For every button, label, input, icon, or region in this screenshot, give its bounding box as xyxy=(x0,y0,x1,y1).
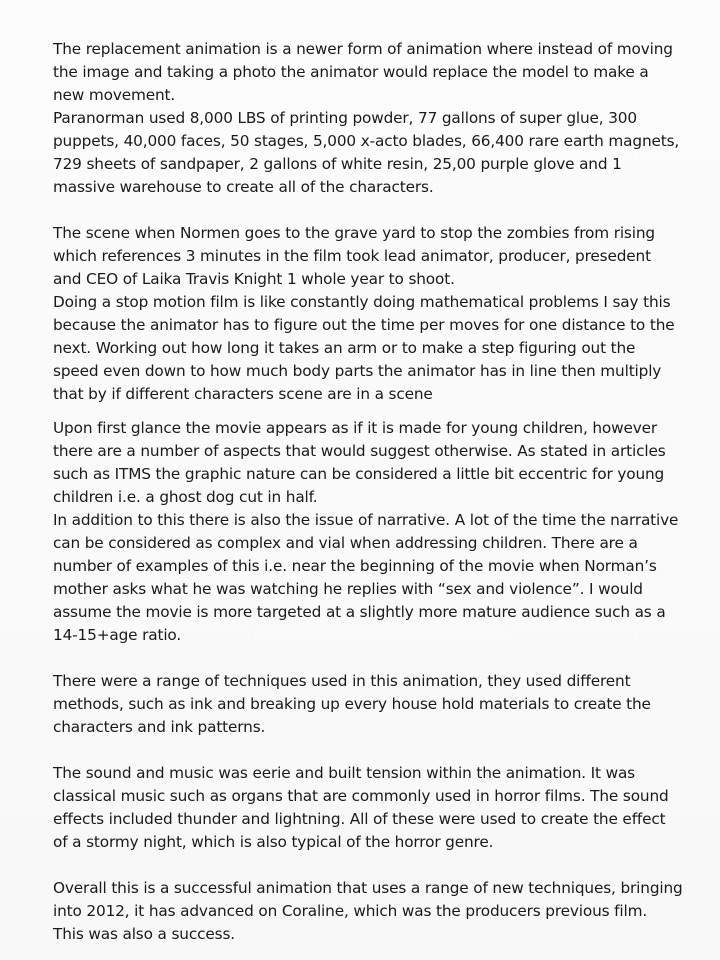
paragraph-spacer xyxy=(53,854,700,877)
text-line: assume the movie is more targeted at a slightly more mature audience such as a xyxy=(53,603,666,621)
text-line: In addition to this there is also the issue of narrative. A lot of the time the narrative xyxy=(53,511,679,529)
text-line: This was also a success. xyxy=(53,925,235,943)
paragraph-sound-music xyxy=(53,762,700,854)
text-line: number of examples of this i.e. near the beginning of the movie when Norman’s xyxy=(53,557,657,575)
text-line: the image and taking a photo the animator would replace the model to make a xyxy=(53,63,649,81)
text-line: into 2012, it has advanced on Coraline, which was the producers previous film. xyxy=(53,902,648,920)
paragraph-spacer xyxy=(53,406,700,417)
text-line: The replacement animation is a newer form of animation where instead of moving xyxy=(53,40,673,58)
text-line: and CEO of Laika Travis Knight 1 whole year to shoot. xyxy=(53,270,455,288)
text-line: massive warehouse to create all of the characters. xyxy=(53,178,434,196)
paragraph-replacement-animation xyxy=(53,38,700,199)
text-line: The scene when Normen goes to the grave yard to stop the zombies from rising xyxy=(53,224,655,242)
text-line: 14-15+age ratio. xyxy=(53,626,182,644)
paragraph-conclusion xyxy=(53,877,700,946)
text-line: classical music such as organs that are commonly used in horror films. The sound xyxy=(53,787,669,805)
paragraph-techniques xyxy=(53,670,700,739)
paragraph-spacer xyxy=(53,199,700,222)
text-line: can be considered as complex and vial when addressing children. There are a xyxy=(53,534,638,552)
text-line: speed even down to how much body parts the animator has in line then multiply xyxy=(53,362,662,380)
text-line: Paranorman used 8,000 LBS of printing powder, 77 gallons of super glue, 300 xyxy=(53,109,637,127)
paragraph-spacer xyxy=(53,739,700,762)
text-line: Upon first glance the movie appears as if it is made for young children, however xyxy=(53,419,658,437)
text-line: There were a range of techniques used in this animation, they used different xyxy=(53,672,631,690)
text-line: characters and ink patterns. xyxy=(53,718,266,736)
text-line: puppets, 40,000 faces, 50 stages, 5,000 x-acto blades, 66,400 rare earth magnets, xyxy=(53,132,680,150)
text-line: The sound and music was eerie and built tension within the animation. It was xyxy=(53,764,636,782)
text-line: new movement. xyxy=(53,86,176,104)
text-line: next. Working out how long it takes an arm or to make a step figuring out the xyxy=(53,339,636,357)
text-line: 729 sheets of sandpaper, 2 gallons of white resin, 25,00 purple glove and 1 xyxy=(53,155,622,173)
text-line: Doing a stop motion film is like constantly doing mathematical problems I say this xyxy=(53,293,671,311)
text-line: that by if different characters scene are in a scene xyxy=(53,385,433,403)
text-line: such as ITMS the graphic nature can be considered a little bit eccentric for young xyxy=(53,465,665,483)
text-line: of a stormy night, which is also typical of the horror genre. xyxy=(53,833,494,851)
text-line: methods, such as ink and breaking up every house hold materials to create the xyxy=(53,695,651,713)
text-line: mother asks what he was watching he replies with “sex and violence”. I would xyxy=(53,580,643,598)
paragraph-graveyard-scene xyxy=(53,222,700,406)
text-line: children i.e. a ghost dog cut in half. xyxy=(53,488,318,506)
paragraph-spacer xyxy=(53,647,700,670)
text-line: which references 3 minutes in the film took lead animator, producer, presedent xyxy=(53,247,651,265)
text-line: because the animator has to figure out the time per moves for one distance to the xyxy=(53,316,675,334)
paragraph-audience xyxy=(53,417,700,647)
text-line: effects included thunder and lightning. All of these were used to create the effect xyxy=(53,810,666,828)
text-line: Overall this is a successful animation that uses a range of new techniques, bringing xyxy=(53,879,683,897)
text-line: there are a number of aspects that would suggest otherwise. As stated in articles xyxy=(53,442,666,460)
